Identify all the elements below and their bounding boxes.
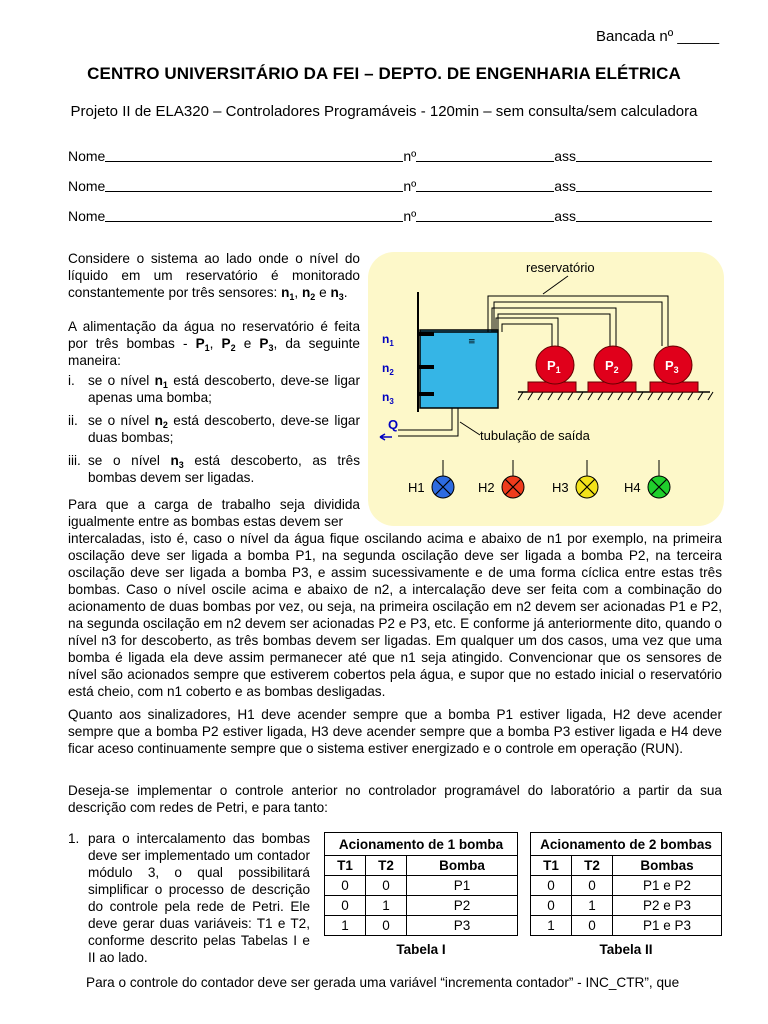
reservoir-label: reservatório [526, 260, 595, 275]
name-line[interactable] [105, 208, 403, 222]
table-1 [324, 832, 518, 936]
signature-line[interactable] [576, 208, 712, 222]
table-cell: 0 [531, 876, 572, 896]
number-line[interactable] [416, 148, 554, 162]
table-cell: 0 [366, 916, 407, 936]
table-cell: P2 e P3 [613, 896, 722, 916]
table-row [325, 876, 518, 896]
intro-paragraph-1: Considere o sistema ao lado onde o nível do líquido em um reservatório é monitorado constantemente por três sensores: $n_1$, $n_2$ e $n_3$. [68, 251, 360, 302]
body-paragraph-3: Deseja-se implementar o controle anterior no controlador programável do laboratório a partir da sua descrição com redes de Petri, e para tanto: [68, 783, 722, 815]
reservoir-diagram [368, 252, 724, 526]
name-line[interactable] [105, 178, 403, 192]
sensor-n1 [418, 332, 434, 336]
svg-text:H3: H3 [552, 480, 569, 495]
svg-text:H1: H1 [408, 480, 425, 495]
table-cell: P3 [407, 916, 518, 936]
table-header: T2 [366, 856, 407, 876]
bancada-field: Bancada nº _____ [596, 28, 720, 45]
table-cell: 0 [325, 896, 366, 916]
water-level-icon: ≡ [468, 337, 476, 347]
pump-label-p1: $P_1$ [547, 358, 561, 375]
number-label: nº [403, 148, 417, 164]
student-row-1 [68, 144, 720, 164]
table-cell: 0 [572, 876, 613, 896]
table-cell: P2 [407, 896, 518, 916]
flow-label: Q [388, 417, 399, 432]
list-item: 1. para o intercalamento das bombas deve ser implementado um contador módulo 3, o qual possibilitará simplificar o processo de descrição do controle pela rede de Petri. Ele deve gerar duas variáveis: T1 e T2, conforme descrito pelas Tabelas I e II ao lado. [68, 831, 310, 965]
table-cell: 1 [325, 916, 366, 936]
signature-line[interactable] [576, 178, 712, 192]
number-line[interactable] [416, 208, 554, 222]
number-label: nº [403, 178, 417, 194]
label-n1: $n_1$ [382, 332, 394, 348]
sensor-n2 [418, 365, 434, 369]
label-n3: $n_3$ [382, 390, 394, 406]
name-label: Nome [68, 148, 106, 164]
table-cell: 0 [531, 896, 572, 916]
table-header: T1 [531, 856, 572, 876]
name-label: Nome [68, 178, 106, 194]
name-label: Nome [68, 208, 106, 224]
table-cell: 0 [572, 916, 613, 936]
number-line[interactable] [416, 178, 554, 192]
number-label: nº [403, 208, 417, 224]
name-line[interactable] [105, 148, 403, 162]
table-row [325, 896, 518, 916]
table-header: Bombas [613, 856, 722, 876]
table-2 [530, 832, 722, 936]
student-row-2 [68, 174, 720, 194]
signature-line[interactable] [576, 148, 712, 162]
pump-label-p3: $P_3$ [665, 358, 679, 375]
outlet-label: tubulação de saída [480, 428, 590, 443]
signature-label: ass [554, 178, 577, 194]
body-last-line: Para o controle do contador deve ser gerada uma variável “incrementa contador” - INC_CTR”, que [86, 975, 680, 990]
table-1-title: Acionamento de 1 bomba [325, 833, 518, 856]
table-cell: 0 [325, 876, 366, 896]
svg-text:H2: H2 [478, 480, 495, 495]
intro-paragraph-3: Para que a carga de trabalho seja dividida igualmente entre as bombas estas devem ser [68, 497, 360, 529]
document-subtitle: Projeto II de ELA320 – Controladores Programáveis - 120min – sem consulta/sem calculadora [70, 103, 698, 120]
table-row [531, 876, 722, 896]
table-row [531, 916, 722, 936]
list-item: ii. se o nível $n_2$ está descoberto, deve-se ligar duas bombas; [68, 413, 361, 445]
student-row-3 [68, 204, 720, 224]
table-cell: 1 [366, 896, 407, 916]
table-header: Bomba [407, 856, 518, 876]
table-header: T1 [325, 856, 366, 876]
rules-list [68, 372, 360, 492]
body-paragraph-1: intercaladas, isto é, caso o nível da água fique oscilando acima e abaixo de n1 por exemplo, na primeira oscilação deve ser ligada a bomba P1, na segunda oscilação deve ser ligada a bomba P2, na terceira oscilação deve ser ligada a bomba P3, e assim sucessivamente e de uma forma cíclica entre estas três bombas. Caso o nível oscile acima e abaixo de n2, a intercalação deve ser feita com a combinação do acionamento de duas bombas por vez, ou seja, na primeira oscilação em n2 devem ser acionadas P1 e P2, na segunda oscilação em n2 devem ser acionadas P2 e P3, etc. E conforme já anteriormente dito, quando o nível n3 for descoberto, as três bombas devem ser ligadas. Em qualquer um dos casos, uma vez que uma bomba é ligada ela deve assim permanecer até que n1 seja atingido. Convencionar que os sensores de nível são acionados sempre que estiverem cobertos pela água, e supor que no estado inicial o reservatório está cheio, com n1 coberto e as bombas desligadas. [68, 531, 722, 699]
intro-paragraph-2: A alimentação da água no reservatório é feita por três bombas - $P_1$, $P_2$ e $P_3$, da seguinte maneira: [68, 319, 360, 368]
table-cell: P1 e P3 [613, 916, 722, 936]
body-paragraph-2: Quanto aos sinalizadores, H1 deve acender sempre que a bomba P1 estiver ligada, H2 deve acender sempre que a bomba P2 estiver ligada, H3 deve acender sempre que a bomba P3 estiver ligada e H4 deve ficar aceso continuamente sempre que o sistema estiver energizado e o controle em operação (RUN). [68, 707, 722, 756]
svg-text:H4: H4 [624, 480, 641, 495]
table-cell: 1 [531, 916, 572, 936]
table-cell: 0 [366, 876, 407, 896]
document-title: CENTRO UNIVERSITÁRIO DA FEI – DEPTO. DE ENGENHARIA ELÉTRICA [87, 64, 681, 83]
table-cell: P1 [407, 876, 518, 896]
pump-label-p2: $P_2$ [605, 358, 619, 375]
table-1-caption: Tabela I [396, 942, 446, 957]
signature-label: ass [554, 148, 577, 164]
table-2-caption: Tabela II [599, 942, 653, 957]
steps-list [68, 830, 310, 972]
table-cell: P1 e P2 [613, 876, 722, 896]
table-2-title: Acionamento de 2 bombas [531, 833, 722, 856]
table-row [531, 896, 722, 916]
label-n2: $n_2$ [382, 361, 394, 377]
list-item: iii. se o nível $n_3$ está descoberto, as três bombas devem ser ligadas. [68, 453, 360, 485]
table-cell: 1 [572, 896, 613, 916]
table-header: T2 [572, 856, 613, 876]
sensor-n3 [418, 392, 434, 396]
table-row [325, 916, 518, 936]
signature-label: ass [554, 208, 577, 224]
list-item: i. se o nível $n_1$ está descoberto, deve-se ligar apenas uma bomba; [68, 373, 361, 405]
